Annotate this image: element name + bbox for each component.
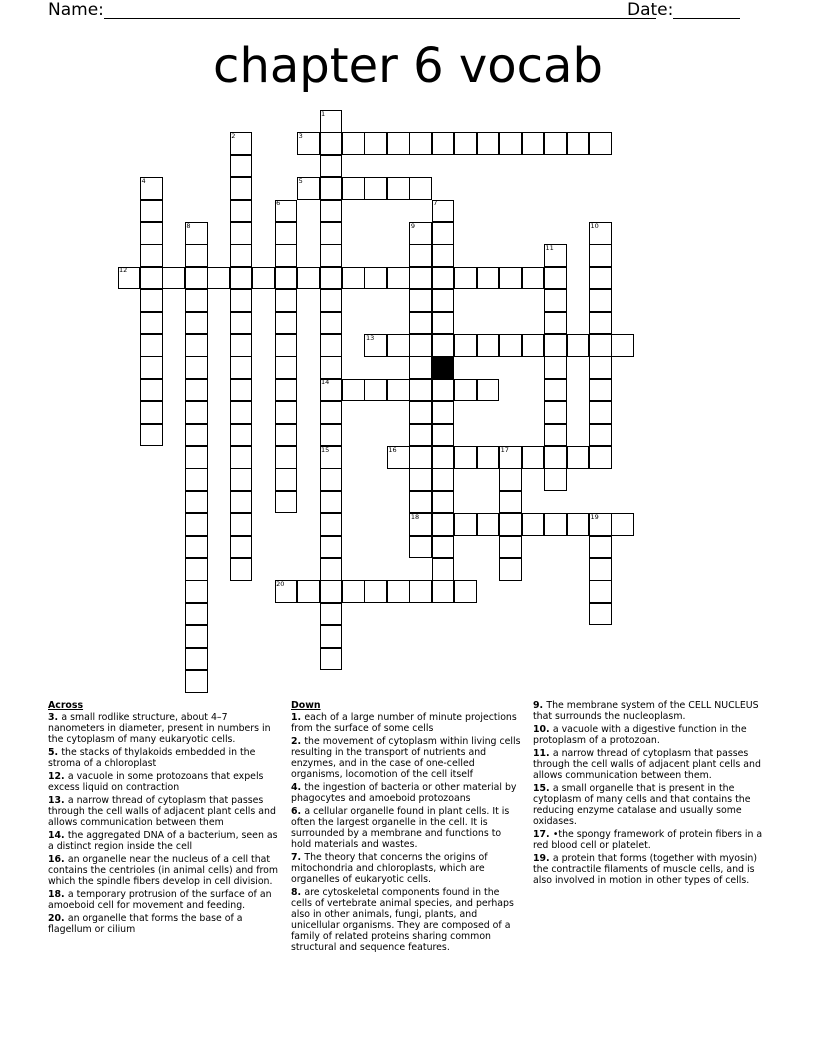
crossword-cell[interactable] <box>364 177 387 200</box>
crossword-cell[interactable] <box>544 424 567 447</box>
crossword-cell[interactable] <box>589 312 612 335</box>
crossword-cell[interactable] <box>185 244 208 267</box>
crossword-cell[interactable] <box>544 468 567 491</box>
clue-text: are cytoskeletal components found in the cells of vertebrate animal species, and perhaps also in other animals, fungi, plants, and unicellular organisms. They are composed of a family of related proteins sharing common structural and sequence features. <box>291 887 514 953</box>
crossword-cell[interactable] <box>544 312 567 335</box>
crossword-cell[interactable] <box>297 580 320 603</box>
crossword-cell[interactable] <box>387 334 410 357</box>
crossword-cell[interactable] <box>522 446 545 469</box>
crossword-cell[interactable] <box>320 155 343 178</box>
crossword-cell[interactable] <box>432 468 455 491</box>
across-clue <box>48 712 280 745</box>
crossword-cell[interactable] <box>275 244 298 267</box>
crossword-cell[interactable] <box>409 177 432 200</box>
down-clue <box>291 736 523 780</box>
crossword-cell[interactable] <box>522 513 545 536</box>
crossword-cell[interactable] <box>275 401 298 424</box>
clue-number: 14 <box>321 378 330 387</box>
crossword-cell[interactable] <box>275 424 298 447</box>
clue-label: 8. <box>291 887 305 898</box>
crossword-cell[interactable] <box>230 446 253 469</box>
blocked-cell <box>432 356 455 379</box>
crossword-cell[interactable] <box>320 334 343 357</box>
clue-text: The theory that concerns the origins of mitochondria and chloroplasts, which are organelles of eukaryotic cells. <box>291 852 488 885</box>
crossword-cell[interactable] <box>230 289 253 312</box>
clue-number: 12 <box>119 266 128 275</box>
across-clue <box>48 889 280 911</box>
crossword-cell[interactable] <box>409 334 432 357</box>
crossword-cell[interactable] <box>544 401 567 424</box>
clue-label: 10. <box>533 724 553 735</box>
crossword-cell[interactable] <box>140 222 163 245</box>
clue-label: 13. <box>48 795 68 806</box>
down-clue <box>533 748 769 781</box>
crossword-cell[interactable] <box>477 513 500 536</box>
name-label: Name: <box>48 0 104 20</box>
clue-number: 6 <box>276 199 281 208</box>
crossword-cell[interactable] <box>320 200 343 223</box>
crossword-cell[interactable] <box>185 536 208 559</box>
crossword-cell[interactable] <box>230 379 253 402</box>
crossword-cell[interactable] <box>162 267 185 290</box>
crossword-cell[interactable] <box>275 289 298 312</box>
crossword-cell[interactable] <box>275 468 298 491</box>
crossword-cell[interactable] <box>364 379 387 402</box>
crossword-cell[interactable] <box>432 244 455 267</box>
date-label: Date: <box>627 0 674 20</box>
crossword-cell[interactable] <box>320 536 343 559</box>
crossword-cell[interactable] <box>185 424 208 447</box>
crossword-cell[interactable] <box>499 334 522 357</box>
crossword-cell[interactable] <box>409 468 432 491</box>
across-clue <box>48 913 280 935</box>
crossword-cell[interactable] <box>230 200 253 223</box>
clue-number: 13 <box>365 333 375 342</box>
crossword-cell[interactable] <box>342 379 365 402</box>
crossword-cell[interactable] <box>432 379 455 402</box>
crossword-cell[interactable] <box>364 580 387 603</box>
crossword-cell[interactable] <box>432 312 455 335</box>
crossword-cell[interactable] <box>185 603 208 626</box>
down-clues-continued <box>533 700 769 888</box>
clue-number: 5 <box>298 176 303 185</box>
crossword-cell[interactable] <box>140 334 163 357</box>
down-clue <box>533 700 769 722</box>
down-clue <box>533 853 769 886</box>
clue-label: 1. <box>291 712 305 723</box>
clue-text: a vacuole in some protozoans that expels excess liquid on contraction <box>48 771 264 793</box>
crossword-cell[interactable] <box>320 513 343 536</box>
crossword-cell[interactable] <box>275 334 298 357</box>
clue-text: The membrane system of the CELL NUCLEUS that surrounds the nucleoplasm. <box>533 700 759 722</box>
crossword-cell[interactable] <box>320 132 343 155</box>
clue-number: 4 <box>141 176 146 185</box>
crossword-cell[interactable] <box>589 244 612 267</box>
crossword-cell[interactable] <box>320 468 343 491</box>
clue-text: a narrow thread of cytoplasm that passes through the cell walls of adjacent plant cells and allows communication between them <box>48 795 276 828</box>
crossword-cell[interactable] <box>589 536 612 559</box>
crossword-cell[interactable] <box>320 267 343 290</box>
crossword-cell[interactable] <box>185 312 208 335</box>
clue-number: 8 <box>186 221 191 230</box>
clue-label: 2. <box>291 736 305 747</box>
crossword-cell[interactable] <box>320 401 343 424</box>
crossword-cell[interactable] <box>567 446 590 469</box>
crossword-cell[interactable] <box>320 491 343 514</box>
crossword-cell[interactable] <box>589 289 612 312</box>
crossword-cell[interactable] <box>140 356 163 379</box>
crossword-cell[interactable] <box>589 132 612 155</box>
crossword-cell[interactable] <box>432 424 455 447</box>
clue-text: a vacuole with a digestive function in the protoplasm of a protozoan. <box>533 724 747 746</box>
clue-label: 18. <box>48 889 68 900</box>
crossword-cell[interactable] <box>409 401 432 424</box>
clue-text: a small rodlike structure, about 4–7 nanometers in diameter, present in numbers in the cytoplasm of many eukaryotic cells. <box>48 712 271 745</box>
crossword-cell[interactable] <box>589 580 612 603</box>
crossword-cell[interactable] <box>230 312 253 335</box>
crossword-cell[interactable] <box>409 580 432 603</box>
crossword-cell[interactable] <box>477 446 500 469</box>
clue-label: 14. <box>48 830 68 841</box>
crossword-cell[interactable] <box>499 513 522 536</box>
clue-number: 7 <box>433 199 438 208</box>
crossword-cell[interactable] <box>454 446 477 469</box>
crossword-cell[interactable] <box>499 468 522 491</box>
crossword-cell[interactable] <box>409 536 432 559</box>
crossword-cell[interactable] <box>432 267 455 290</box>
crossword-cell[interactable] <box>342 580 365 603</box>
crossword-cell[interactable] <box>432 491 455 514</box>
crossword-cell[interactable] <box>387 132 410 155</box>
crossword-cell[interactable] <box>589 334 612 357</box>
clue-number: 18 <box>410 512 420 521</box>
crossword-cell[interactable] <box>454 379 477 402</box>
crossword-cell[interactable] <box>140 200 163 223</box>
clue-number: 20 <box>276 579 285 588</box>
crossword-cell[interactable] <box>185 513 208 536</box>
crossword-cell[interactable] <box>432 558 455 581</box>
crossword-cell[interactable] <box>477 379 500 402</box>
down-clues <box>291 700 523 955</box>
crossword-cell[interactable] <box>320 648 343 671</box>
clue-text: the ingestion of bacteria or other material by phagocytes and amoeboid protozoans <box>291 782 517 804</box>
crossword-cell[interactable] <box>589 356 612 379</box>
crossword-cell[interactable] <box>140 424 163 447</box>
clue-label: 9. <box>533 700 547 711</box>
crossword-cell[interactable] <box>320 312 343 335</box>
clue-number: 15 <box>321 445 330 454</box>
clue-text: an organelle near the nucleus of a cell that contains the centrioles (in animal cells) and from which the spindle fibers develop in cell division. <box>48 854 279 887</box>
crossword-cell[interactable] <box>499 132 522 155</box>
crossword-cell[interactable] <box>275 222 298 245</box>
crossword-cell[interactable] <box>477 334 500 357</box>
crossword-cell[interactable] <box>230 244 253 267</box>
crossword-cell[interactable] <box>589 267 612 290</box>
clue-label: 17. <box>533 829 553 840</box>
crossword-cell[interactable] <box>297 267 320 290</box>
crossword-cell[interactable] <box>387 379 410 402</box>
crossword-cell[interactable] <box>409 446 432 469</box>
crossword-cell[interactable] <box>432 334 455 357</box>
crossword-cell[interactable] <box>275 356 298 379</box>
crossword-cell[interactable] <box>387 580 410 603</box>
crossword-cell[interactable] <box>544 379 567 402</box>
down-title: Down <box>291 700 321 711</box>
crossword-cell[interactable] <box>454 334 477 357</box>
crossword-cell[interactable] <box>185 356 208 379</box>
crossword-cell[interactable] <box>544 446 567 469</box>
crossword-cell[interactable] <box>252 267 275 290</box>
crossword-cell[interactable] <box>320 356 343 379</box>
crossword-cell[interactable] <box>432 513 455 536</box>
crossword-cell[interactable] <box>589 603 612 626</box>
crossword-cell[interactable] <box>275 312 298 335</box>
crossword-cell[interactable] <box>207 267 230 290</box>
crossword-cell[interactable] <box>185 401 208 424</box>
crossword-cell[interactable] <box>230 424 253 447</box>
crossword-cell[interactable] <box>230 155 253 178</box>
crossword-cell[interactable] <box>432 132 455 155</box>
crossword-cell[interactable] <box>275 379 298 402</box>
down-clue <box>291 887 523 953</box>
down-clue <box>291 712 523 734</box>
crossword-cell[interactable] <box>454 132 477 155</box>
crossword-cell[interactable] <box>432 289 455 312</box>
crossword-cell[interactable] <box>185 267 208 290</box>
crossword-cell[interactable] <box>499 558 522 581</box>
crossword-cell[interactable] <box>185 558 208 581</box>
crossword-cell[interactable] <box>140 244 163 267</box>
crossword-cell[interactable] <box>140 379 163 402</box>
crossword-cell[interactable] <box>320 222 343 245</box>
crossword-cell[interactable] <box>409 244 432 267</box>
crossword-cell[interactable] <box>611 334 634 357</box>
crossword-cell[interactable] <box>320 289 343 312</box>
crossword-cell[interactable] <box>499 536 522 559</box>
crossword-cell[interactable] <box>409 379 432 402</box>
crossword-cell[interactable] <box>185 648 208 671</box>
crossword-cell[interactable] <box>185 289 208 312</box>
crossword-cell[interactable] <box>140 267 163 290</box>
crossword-cell[interactable] <box>230 513 253 536</box>
clue-label: 19. <box>533 853 553 864</box>
crossword-cell[interactable] <box>275 491 298 514</box>
clue-number: 3 <box>298 131 303 140</box>
crossword-cell[interactable] <box>589 558 612 581</box>
crossword-cell[interactable] <box>454 580 477 603</box>
crossword-cell[interactable] <box>499 491 522 514</box>
crossword-cell[interactable] <box>477 132 500 155</box>
crossword-cell[interactable] <box>387 267 410 290</box>
crossword-cell[interactable] <box>409 356 432 379</box>
crossword-cell[interactable] <box>409 267 432 290</box>
clue-label: 16. <box>48 854 68 865</box>
crossword-cell[interactable] <box>342 267 365 290</box>
clue-number: 17 <box>500 445 509 454</box>
down-clue <box>533 783 769 827</box>
crossword-cell[interactable] <box>544 513 567 536</box>
crossword-cell[interactable] <box>320 244 343 267</box>
clue-text: the movement of cytoplasm within living cells resulting in the transport of nutrients and enzymes, and in the case of one-celled organisms, locomotion of the cell itself <box>291 736 521 780</box>
crossword-cell[interactable] <box>409 289 432 312</box>
clue-label: 3. <box>48 712 62 723</box>
crossword-cell[interactable] <box>320 424 343 447</box>
across-clue <box>48 854 280 887</box>
clue-number: 1 <box>321 109 326 118</box>
crossword-cell[interactable] <box>544 334 567 357</box>
clue-number: 2 <box>231 131 236 140</box>
crossword-cell[interactable] <box>230 267 253 290</box>
crossword-cell[interactable] <box>544 356 567 379</box>
clue-text: the aggregated DNA of a bacterium, seen as a distinct region inside the cell <box>48 830 278 852</box>
crossword-cell[interactable] <box>320 558 343 581</box>
crossword-cell[interactable] <box>140 289 163 312</box>
crossword-cell[interactable] <box>589 379 612 402</box>
clue-text: a small organelle that is present in the cytoplasm of many cells and that contains the reducing enzyme catalase and usually some oxidases. <box>533 783 751 827</box>
crossword-cell[interactable] <box>611 513 634 536</box>
across-clues <box>48 700 280 937</box>
crossword-cell[interactable] <box>275 267 298 290</box>
crossword-cell[interactable] <box>230 491 253 514</box>
clue-text: the stacks of thylakoids embedded in the stroma of a chloroplast <box>48 747 256 769</box>
clue-number: 11 <box>545 243 554 252</box>
clue-label: 4. <box>291 782 305 793</box>
clue-text: each of a large number of minute projections from the surface of some cells <box>291 712 517 734</box>
crossword-cell[interactable] <box>342 132 365 155</box>
across-title: Across <box>48 700 84 711</box>
crossword-cell[interactable] <box>409 424 432 447</box>
crossword-cell[interactable] <box>567 334 590 357</box>
clue-label: 11. <box>533 748 553 759</box>
crossword-cell[interactable] <box>454 513 477 536</box>
crossword-cell[interactable] <box>230 334 253 357</box>
crossword-cell[interactable] <box>185 446 208 469</box>
clue-label: 12. <box>48 771 68 782</box>
clue-number: 10 <box>590 221 599 230</box>
crossword-cell[interactable] <box>140 401 163 424</box>
crossword-cell[interactable] <box>185 468 208 491</box>
across-clue <box>48 747 280 769</box>
crossword-cell[interactable] <box>185 334 208 357</box>
clue-label: 5. <box>48 747 62 758</box>
down-clue <box>291 782 523 804</box>
crossword-cell[interactable] <box>589 424 612 447</box>
crossword-cell[interactable] <box>387 177 410 200</box>
clue-text: an organelle that forms the base of a flagellum or cilium <box>48 913 243 935</box>
crossword-cell[interactable] <box>185 625 208 648</box>
clue-text: a protein that forms (together with myosin) the contractile filaments of muscle cells, and is also involved in motion in other types of cells. <box>533 853 758 886</box>
across-clue <box>48 795 280 828</box>
across-clue <box>48 771 280 793</box>
crossword-cell[interactable] <box>432 401 455 424</box>
clue-number: 16 <box>388 445 397 454</box>
crossword-cell[interactable] <box>230 401 253 424</box>
page-title: chapter 6 vocab <box>213 38 603 94</box>
crossword-cell[interactable] <box>364 132 387 155</box>
crossword-cell[interactable] <box>522 267 545 290</box>
crossword-cell[interactable] <box>230 468 253 491</box>
crossword-cell[interactable] <box>432 536 455 559</box>
crossword-cell[interactable] <box>544 267 567 290</box>
crossword-cell[interactable] <box>185 580 208 603</box>
crossword-cell[interactable] <box>432 580 455 603</box>
down-clue <box>533 829 769 851</box>
crossword-cell[interactable] <box>320 603 343 626</box>
clue-label: 7. <box>291 852 305 863</box>
crossword-cell[interactable] <box>432 446 455 469</box>
crossword-cell[interactable] <box>185 670 208 693</box>
clue-text: a cellular organelle found in plant cells. It is often the largest organelle in the cell. It is surrounded by a membrane and functions to hold materials and wastes. <box>291 806 510 850</box>
crossword-cell[interactable] <box>567 132 590 155</box>
crossword-cell[interactable] <box>454 267 477 290</box>
crossword-cell[interactable] <box>432 222 455 245</box>
crossword-cell[interactable] <box>342 177 365 200</box>
crossword-cell[interactable] <box>320 625 343 648</box>
crossword-cell[interactable] <box>230 558 253 581</box>
crossword-cell[interactable] <box>409 491 432 514</box>
crossword-cell[interactable] <box>409 312 432 335</box>
clue-text: a narrow thread of cytoplasm that passes through the cell walls of adjacent plant cells and allows communication between them. <box>533 748 761 781</box>
crossword-cell[interactable] <box>499 267 522 290</box>
crossword-cell[interactable] <box>320 580 343 603</box>
crossword-cell[interactable] <box>275 446 298 469</box>
across-clue <box>48 830 280 852</box>
crossword-cell[interactable] <box>140 312 163 335</box>
down-clue <box>533 724 769 746</box>
down-clue <box>291 806 523 850</box>
crossword-cell[interactable] <box>230 222 253 245</box>
crossword-cell[interactable] <box>544 289 567 312</box>
crossword-cell[interactable] <box>185 379 208 402</box>
crossword-cell[interactable] <box>522 334 545 357</box>
clue-label: 6. <box>291 806 305 817</box>
crossword-cell[interactable] <box>230 177 253 200</box>
clue-text: •the spongy framework of protein fibers in a red blood cell or platelet. <box>533 829 763 851</box>
down-clue <box>291 852 523 885</box>
crossword-cell[interactable] <box>522 132 545 155</box>
crossword-cell[interactable] <box>409 132 432 155</box>
crossword-cell[interactable] <box>364 267 387 290</box>
crossword-cell[interactable] <box>185 491 208 514</box>
crossword-cell[interactable] <box>230 356 253 379</box>
clue-label: 15. <box>533 783 553 794</box>
clue-number: 9 <box>410 221 415 230</box>
crossword-cell[interactable] <box>230 536 253 559</box>
crossword-cell[interactable] <box>589 401 612 424</box>
crossword-cell[interactable] <box>567 513 590 536</box>
crossword-cell[interactable] <box>589 446 612 469</box>
clue-label: 20. <box>48 913 68 924</box>
crossword-cell[interactable] <box>544 132 567 155</box>
crossword-cell[interactable] <box>477 267 500 290</box>
clue-text: a temporary protrusion of the surface of an amoeboid cell for movement and feeding. <box>48 889 272 911</box>
crossword-cell[interactable] <box>320 177 343 200</box>
clue-number: 19 <box>590 512 599 521</box>
